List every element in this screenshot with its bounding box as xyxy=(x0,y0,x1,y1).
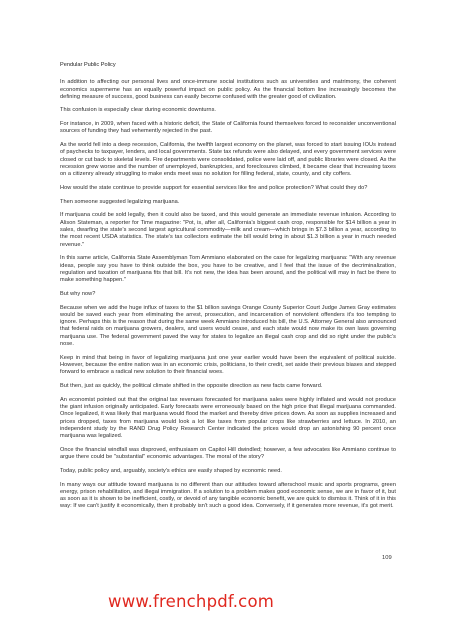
paragraph: An economist pointed out that the original tax revenues forecasted for marijuana sales were highly inflated and would not produce the giant infusion originally anticipated. Early forecasts were erroneously based on the high price that illegal marijuana commanded. Once legalized, it was likely that marijuana would flood the market and thereby drive prices down. As soon as supplies increased and prices dropped, taxes from marijuana would look a lot like taxes from popular crops like strawberries and lettuce. In 2010, an independent study by the RAND Drug Policy Research Center indicated the prices would drop an astonishing 90 percent once marijuana was legalized. xyxy=(60,396,396,440)
page-content xyxy=(60,62,396,517)
paragraph: If marijuana could be sold legally, then it could also be taxed, and this would generate an immediate revenue infusion. According to Alison Stateman, a reporter for Time magazine: "Pot, is, after all, California's biggest cash crop, responsible for $14 billion a year in sales, dwarfing the state's second largest agricultural commodity—milk and cream—which brings in $7.3 billion a year, according to the most recent USDA statistics. The state's tax collectors estimate the bill would bring in about $1.3 billion a year in much needed revenue." xyxy=(60,212,396,248)
paragraph: Then someone suggested legalizing marijuana. xyxy=(60,198,180,205)
paragraph: But why now? xyxy=(60,290,96,297)
paragraph: How would the state continue to provide support for essential services like fire and police protection? What could they do? xyxy=(60,185,368,192)
page-number: 109 xyxy=(382,555,392,561)
paragraph: But then, just as quickly, the political climate shifted in the opposite direction as new facts came forward. xyxy=(60,383,323,389)
paragraph: Today, public policy and, arguably, society's ethics are easily shaped by economic need. xyxy=(60,467,282,474)
paragraph: In this same article, California State Assemblyman Tom Ammiano elaborated on the case for legalizing marijuana: "With any revenue ideas, people say you have to think outside the box, you have to be creative, and I feel that the issue of the decriminalization, regulation and taxation of marijuana fits that bill. It's not new, the idea has been around, and the political will may in fact be there to make something happen." xyxy=(60,255,396,284)
body-text xyxy=(60,79,396,511)
paragraph: Because when we add the huge influx of taxes to the $1 billion savings Orange County Superior Court Judge James Gray estimates would be saved each year from eliminating the arrest, prosecution, and incarceration of nonviolent offenders it's too tempting to ignore. Perhaps this is the reason that during the same week Ammiano introduced his bill, the U.S. Attorney General also announced that federal raids on marijuana growers, dealers, and users would cease, and each state would now make its own laws governing marijuana use. The federal government paved the way for states to legalize an illegal cash crop and did so right under the public's nose. xyxy=(60,304,396,348)
paragraph: In many ways our attitude toward marijuana is no different than our attitudes toward afterschool music and sports programs, green energy, prison rehabilitation, and illegal immigration. If a solution to a problem makes good economic sense, we are in favor of it, but as soon as it is shown to be inefficient, costly, or devoid of any tangible economic benefit, we are quick to dismiss it. Think of it in this way: If we can't justify it economically, then it probably isn't such a good idea. Conversely, if it generates more revenue, it's got merit. xyxy=(60,481,396,510)
paragraph: For instance, in 2009, when faced with a historic deficit, the State of California found themselves forced to reconsider unconventional sources of funding they had vehemently rejected in the past. xyxy=(60,121,396,135)
paragraph: This confusion is especially clear during economic downturns. xyxy=(60,107,217,114)
paragraph: In addition to affecting our personal lives and once-immune social institutions such as universities and matrimony, the coherent economics supermeme has an equally powerful impact on public policy. As the financial bottom line increasingly becomes the defining measure of success, good business can easily become confused with the greater good of civilization. xyxy=(60,79,396,100)
paragraph: Once the financial windfall was disproved, enthusiasm on Capitol Hill dwindled; however, a few advocates like Ammiano continue to argue there could be "substantial" economic advantages. The moral of the story? xyxy=(60,446,396,461)
paragraph: Keep in mind that being in favor of legalizing marijuana just one year earlier would have been the equivalent of political suicide. However, because the entire nation was in an economic crisis, politicians, to their credit, set aside their previous biases and stepped forward to embrace a radical new solution to their financial woes. xyxy=(60,354,396,376)
paragraph: As the world fell into a deep recession, California, the twelfth largest economy on the planet, was forced to start issuing IOUs instead of paychecks to taxpayer, lenders, and local governments. State tax refunds were also delayed, and every government services were closed or cut back to skeletal levels. Fire departments were consolidated, police were laid off, and public libraries were closed. As the recession grew worse and the number of unemployed, bankruptcies, and foreclosures climbed, it became clear that increasing taxes on a citizenry already struggling to make ends meet was no solution for filling federal, state, county, and city coffers. xyxy=(60,142,396,178)
section-heading: Pendular Public Policy xyxy=(60,62,116,68)
watermark-link[interactable]: www.frenchpdf.com xyxy=(108,592,275,611)
